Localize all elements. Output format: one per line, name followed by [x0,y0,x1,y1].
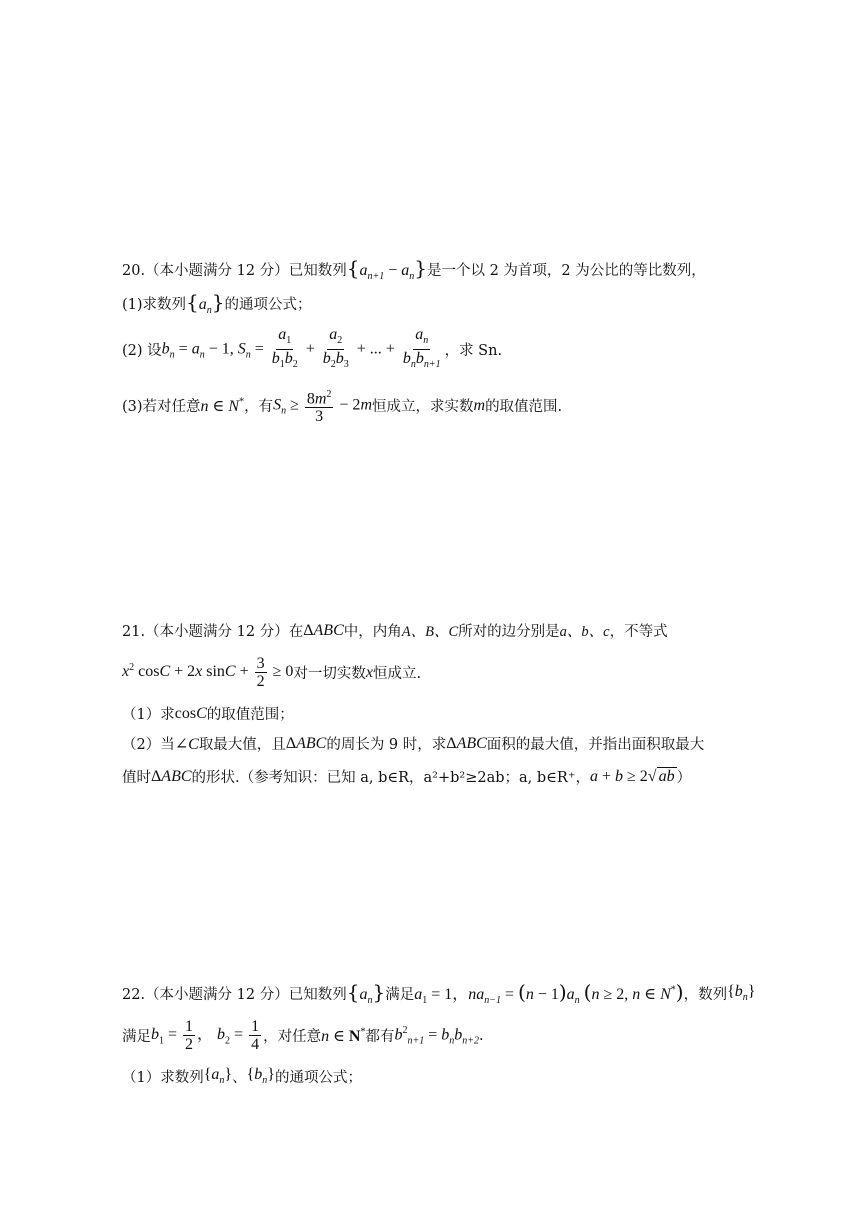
q21-part2b-prefix: 值时 [122,770,151,786]
q22-line2-prefix: 满足 [122,1029,151,1045]
q21-part2b [122,766,691,787]
q21-header-mid: 中，内角 [343,624,402,640]
q20-part3-mid2: 恒成立，求实数 [372,399,474,416]
q21-ineq-tail: 恒成立. [373,666,422,682]
q21-triangle-abc: ΔABC [303,621,344,639]
q22-part1-prefix: （1）求数列 [122,1070,204,1086]
q21-header-mid2: 所对的边分别是 [458,624,560,640]
q20-header [122,256,706,282]
q21-header-tail: ，不等式 [609,624,668,640]
q22-an-2: $\{a_n\}$ [203,1066,233,1087]
q20-ineq-formula: $S_n$ ≥ $\frac{8m^2}{3}$ − 2m [273,386,372,425]
q22-part1 [122,1066,362,1087]
q21-angle-c: ∠C [174,735,199,753]
q20-part3 [122,386,562,425]
q20-part3-suffix: 的取值范围. [485,399,563,416]
q21-triangle-abc-3: ΔABC [446,734,487,752]
q22-header-text: 22.（本小题满分 12 分）已知数列 [122,986,347,1003]
q22-b-initial: $b_1$ = $\frac{1}{2}$ ， $b_2$ = $\frac{1}{4}$ [151,1018,260,1053]
q21-amgm-formula: a + b ≥ 2√ ab [589,767,675,785]
q21-part2-mid2: 的周长为 9 时，求 [326,737,447,753]
q21-ineq-post: 对一切实数 [293,666,366,682]
q21-inequality-formula: $x^2$ cosC + 2x sinC + $\frac{3}{2}$ ≥ 0 [122,655,294,690]
q22-bn-2: $\{b_n\}$ [246,1066,275,1087]
q22-header-mid: 满足 [385,986,415,1003]
q21-x-var: x [365,663,374,681]
q21-sides: a、b、c [559,624,610,640]
q21-triangle-abc-2: ΔABC [285,734,327,752]
q22-bn: $\{b_n\}$ [727,983,756,1004]
q20-part3-prefix: (3)若对任意 [122,399,201,416]
q22-line2-mid: ，对任意 [263,1029,322,1045]
q21-angles: A、B、C [401,624,459,640]
q22-geo-formula: $b^2_{n+1} = b_nb_{n+2}$ [394,1024,480,1047]
q22-line2-tail: . [479,1027,484,1044]
q22-header-tail: ，数列 [683,986,728,1003]
q22-part1-suffix: 的通项公式； [274,1070,362,1086]
q22-header [122,980,755,1006]
q22-recurrence-formula: $a_1 = 1$，$na_{n-1} = (n - 1)a_n$ (n ≥ 2, n ∈ N*) [414,980,684,1007]
q20-n-in-N: n ∈ N* [200,396,245,415]
q20-part3-mid1: ，有 [244,399,274,416]
q21-part2-tail: 面积的最大值，并指出面积取最大 [486,737,705,753]
q21-cosc: cosC [174,704,207,722]
q22-line2 [122,1018,484,1053]
q21-triangle-abc-4: ΔABC [151,767,192,785]
q20-part1-prefix: (1)求数列 [122,296,187,313]
q21-header [122,620,668,641]
q20-m-var: m [473,396,486,414]
q21-part2 [122,733,704,754]
q20-part1 [122,290,312,316]
q22-part1-mid: 、 [232,1070,247,1086]
q20-an-formula: $\{a_n\}$ [186,290,225,317]
q20-seq-formula: $\{a_{n+1} - a_n\}$ [346,256,427,283]
q22-an: $\{a_n\}$ [346,980,386,1007]
q20-part2-prefix: (2) 设 [122,343,162,360]
q20-header-text: 20.（本小题满分 12 分）已知数列 [122,262,347,279]
q21-part2-prefix: （2）当 [122,737,175,753]
q22-n-in-N: n ∈ N* [321,1026,366,1045]
q20-header-tail: 是一个以 2 为首项，2 为公比的等比数列， [426,262,706,279]
q21-part1-suffix: 的取值范围； [206,707,294,723]
q21-part1-prefix: （1）求 [122,707,175,723]
q21-part2b-mid: 的形状.（参考知识：已知 a, b∈R，a²+b²≥2ab；a, b∈R⁺， [191,770,590,786]
q20-part1-suffix: 的通项公式； [224,296,312,313]
q21-inequality-line [122,655,421,690]
q21-part2b-tail: ） [676,770,692,786]
q20-part2 [122,326,502,373]
q21-header-text: 21.（本小题满分 12 分）在 [122,624,304,640]
q21-part2-mid1: 取最大值，且 [198,737,286,753]
q20-sn-formula: $b_n = a_n - 1$, $S_n$ = $\frac{a_1}{b_1b_2}$ + $\frac{a_2}{b_2b_3}$ + ... + $\frac{a_n}{b_nb_{n+1}}$ [161,326,441,371]
q20-part2-suffix: ，求 Sn. [444,343,503,360]
q21-part1 [122,703,294,724]
q22-line2-mid2: 都有 [365,1029,395,1045]
